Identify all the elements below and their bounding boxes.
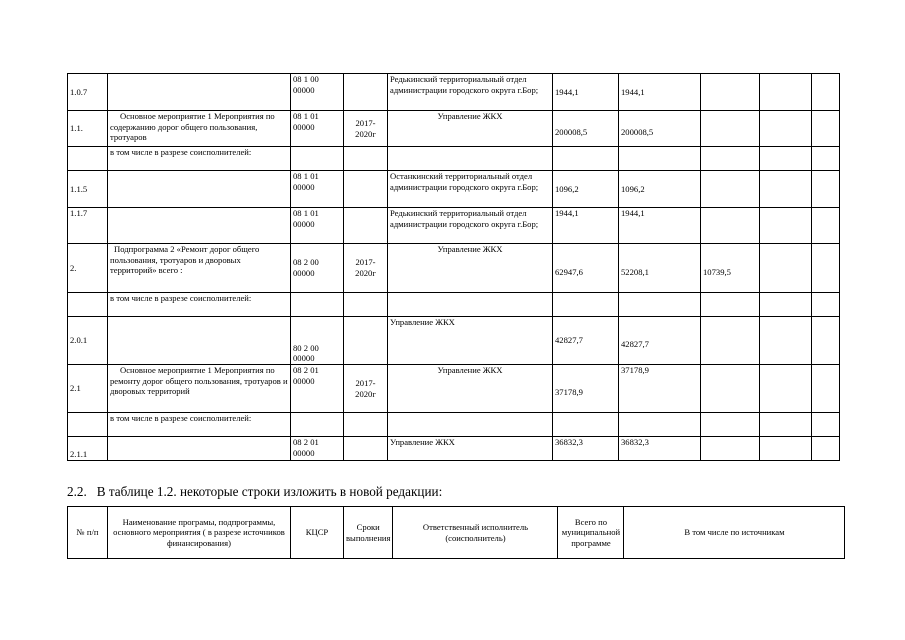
cell-empty <box>812 171 840 208</box>
cell-kcsr <box>291 413 344 437</box>
cell-executor <box>388 147 553 171</box>
cell-v1: 37178,9 <box>619 365 701 413</box>
table-row <box>68 413 840 437</box>
cell-executor: Управление ЖКХ <box>388 111 553 147</box>
cell-name <box>108 171 291 208</box>
cell-empty <box>760 171 812 208</box>
cell-executor <box>388 293 553 317</box>
table-row <box>68 171 840 208</box>
cell-kcsr: 08 1 00 00000 <box>291 74 344 111</box>
cell-v1 <box>619 413 701 437</box>
cell-executor: Управление ЖКХ <box>388 317 553 365</box>
cell-total <box>553 413 619 437</box>
cell-v2: 10739,5 <box>701 244 760 293</box>
cell-empty <box>812 244 840 293</box>
cell-empty <box>760 365 812 413</box>
cell-name: Основное мероприятие 1 Мероприятия по ремонту дорог общего пользования, тротуаров и дворовых территорий <box>108 365 291 413</box>
header-kcsr: КЦСР <box>291 507 344 559</box>
header-num: № п/п <box>68 507 108 559</box>
cell-executor <box>388 413 553 437</box>
cell-empty <box>812 437 840 461</box>
cell-name <box>108 74 291 111</box>
cell-empty <box>760 111 812 147</box>
cell-kcsr: 80 2 00 00000 <box>291 317 344 365</box>
cell-num: 2.0.1 <box>68 317 108 365</box>
section-number: 2.2. <box>67 484 87 499</box>
cell-v1: 42827,7 <box>619 317 701 365</box>
cell-empty <box>812 293 840 317</box>
cell-empty <box>760 413 812 437</box>
cell-period: 2017-2020г <box>344 111 388 147</box>
cell-v2 <box>701 317 760 365</box>
cell-name <box>108 437 291 461</box>
cell-period <box>344 147 388 171</box>
cell-name: в том числе в разрезе соисполнителей: <box>108 413 291 437</box>
cell-name <box>108 208 291 244</box>
cell-empty <box>760 293 812 317</box>
cell-period: 2017-2020г <box>344 365 388 413</box>
cell-executor: Редькинский территориальный отдел администрации городского округа г.Бор; <box>388 208 553 244</box>
cell-empty <box>760 208 812 244</box>
cell-total: 42827,7 <box>553 317 619 365</box>
cell-name: Основное мероприятие 1 Мероприятия по содержанию дорог общего пользования, тротуаров <box>108 111 291 147</box>
cell-total: 200008,5 <box>553 111 619 147</box>
cell-empty <box>760 244 812 293</box>
cell-num: 1.0.7 <box>68 74 108 111</box>
cell-period <box>344 74 388 111</box>
cell-empty <box>812 413 840 437</box>
program-table <box>67 73 840 461</box>
cell-empty <box>760 147 812 171</box>
cell-empty <box>760 74 812 111</box>
cell-total: 36832,3 <box>553 437 619 461</box>
header-period: Сроки выполнения <box>344 507 393 559</box>
table-row <box>68 147 840 171</box>
cell-v1: 1944,1 <box>619 74 701 111</box>
table-row <box>68 208 840 244</box>
cell-kcsr <box>291 147 344 171</box>
cell-v1 <box>619 147 701 171</box>
cell-executor: Останкинский территориальный отдел администрации городского округа г.Бор; <box>388 171 553 208</box>
table-row <box>68 317 840 365</box>
header-name: Наименование програмы, подпрограммы, основного мероприятия ( в разрезе источников финансирования) <box>108 507 291 559</box>
cell-total: 1096,2 <box>553 171 619 208</box>
cell-name: Подпрограмма 2 «Ремонт дорог общего пользования, тротуаров и дворовых территорий» всего : <box>108 244 291 293</box>
cell-total: 37178,9 <box>553 365 619 413</box>
cell-num: 2. <box>68 244 108 293</box>
cell-executor: Управление ЖКХ <box>388 365 553 413</box>
cell-period <box>344 437 388 461</box>
cell-v2 <box>701 293 760 317</box>
section-text: В таблице 1.2. некоторые строки изложить в новой редакции: <box>96 484 443 499</box>
cell-kcsr: 08 2 01 00000 <box>291 437 344 461</box>
cell-total: 62947,6 <box>553 244 619 293</box>
cell-empty <box>812 74 840 111</box>
header-executor: Ответственный исполнитель (соисполнитель) <box>393 507 558 559</box>
cell-kcsr: 08 2 01 00000 <box>291 365 344 413</box>
table-row <box>68 244 840 293</box>
table-row <box>68 74 840 111</box>
cell-num <box>68 293 108 317</box>
cell-v2 <box>701 365 760 413</box>
cell-v1: 1944,1 <box>619 208 701 244</box>
cell-empty <box>812 365 840 413</box>
cell-empty <box>760 317 812 365</box>
cell-kcsr: 08 1 01 00000 <box>291 171 344 208</box>
cell-executor: Управление ЖКХ <box>388 437 553 461</box>
cell-empty <box>812 317 840 365</box>
cell-v1: 1096,2 <box>619 171 701 208</box>
cell-num <box>68 147 108 171</box>
cell-num: 1.1.7 <box>68 208 108 244</box>
header-total: Всего по муниципальной программе <box>558 507 624 559</box>
cell-period <box>344 208 388 244</box>
cell-total: 1944,1 <box>553 208 619 244</box>
cell-empty <box>760 437 812 461</box>
cell-period <box>344 317 388 365</box>
cell-name <box>108 317 291 365</box>
cell-name: в том числе в разрезе соисполнителей: <box>108 293 291 317</box>
cell-v2 <box>701 413 760 437</box>
cell-executor: Редькинский территориальный отдел администрации городского округа г.Бор; <box>388 74 553 111</box>
cell-empty <box>812 208 840 244</box>
cell-v2 <box>701 147 760 171</box>
cell-period: 2017-2020г <box>344 244 388 293</box>
cell-period <box>344 413 388 437</box>
cell-v2 <box>701 111 760 147</box>
header-sources: В том числе по источникам <box>624 507 845 559</box>
table-row <box>68 365 840 413</box>
cell-total <box>553 293 619 317</box>
cell-num: 1.1.5 <box>68 171 108 208</box>
cell-executor: Управление ЖКХ <box>388 244 553 293</box>
cell-v1: 52208,1 <box>619 244 701 293</box>
cell-period <box>344 171 388 208</box>
cell-empty <box>812 111 840 147</box>
cell-total: 1944,1 <box>553 74 619 111</box>
cell-total <box>553 147 619 171</box>
cell-kcsr <box>291 293 344 317</box>
cell-num <box>68 413 108 437</box>
cell-kcsr: 08 2 00 00000 <box>291 244 344 293</box>
table-1-2-header <box>67 506 845 559</box>
cell-kcsr: 08 1 01 00000 <box>291 208 344 244</box>
cell-v2 <box>701 171 760 208</box>
table-row <box>68 111 840 147</box>
cell-period <box>344 293 388 317</box>
cell-empty <box>812 147 840 171</box>
section-heading <box>67 484 452 500</box>
cell-v1: 36832,3 <box>619 437 701 461</box>
cell-v1 <box>619 293 701 317</box>
cell-num: 2.1.1 <box>68 437 108 461</box>
cell-num: 1.1. <box>68 111 108 147</box>
table-row <box>68 293 840 317</box>
cell-v2 <box>701 74 760 111</box>
table-row <box>68 437 840 461</box>
cell-v1: 200008,5 <box>619 111 701 147</box>
cell-num: 2.1 <box>68 365 108 413</box>
cell-v2 <box>701 208 760 244</box>
cell-kcsr: 08 1 01 00000 <box>291 111 344 147</box>
cell-name: в том числе в разрезе соисполнителей: <box>108 147 291 171</box>
cell-v2 <box>701 437 760 461</box>
